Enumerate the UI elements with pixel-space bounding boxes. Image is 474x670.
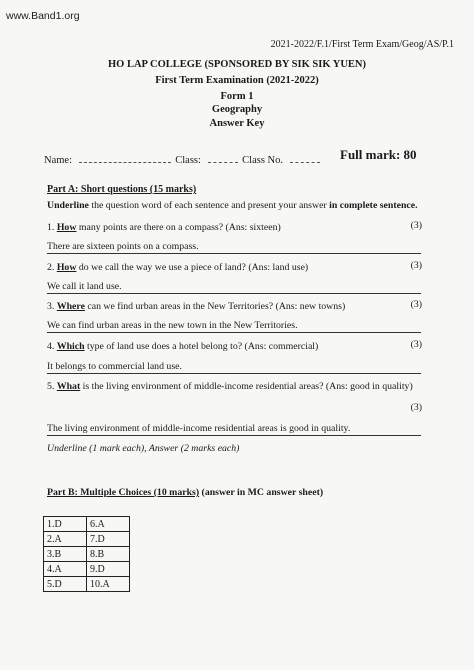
answer-5: The living environment of middle-income residential areas is good in quality. xyxy=(47,423,421,436)
mc-answer-cell: 6.A xyxy=(87,517,130,532)
question-3-marks: (3) xyxy=(410,299,422,310)
mc-answer-cell: 7.D xyxy=(87,532,130,547)
part-a-instruction xyxy=(47,200,418,211)
exam-title: First Term Examination (2021-2022) xyxy=(155,75,319,86)
class-label: Class: xyxy=(175,155,201,166)
answer-1: There are sixteen points on a compass. xyxy=(47,241,421,254)
instruction-underline-word: Underline xyxy=(47,200,89,211)
answer-4: It belongs to commercial land use. xyxy=(47,361,421,374)
mc-answer-cell: 3.B xyxy=(44,547,87,562)
table-row xyxy=(44,532,130,547)
question-1-marks: (3) xyxy=(410,220,422,231)
question-1: 1. How many points are there on a compass? (Ans: sixteen) xyxy=(47,222,281,233)
mc-answer-cell: 1.D xyxy=(44,517,87,532)
part-a-title: Part A: Short questions (15 marks) xyxy=(47,184,197,195)
full-mark: Full mark: 80 xyxy=(340,147,417,162)
question-2-marks: (3) xyxy=(410,260,422,271)
mc-answer-cell: 10.A xyxy=(87,577,130,592)
question-3: 3. Where can we find urban areas in the New Territories? (Ans: new towns) xyxy=(47,301,346,312)
mc-answer-table xyxy=(43,516,130,592)
marking-note: Underline (1 mark each), Answer (2 marks each) xyxy=(47,443,240,454)
question-5: 5. What is the living environment of middle-income residential areas? (Ans: good in quality) xyxy=(47,381,413,392)
question-2: 2. How do we call the way we use a piece of land? (Ans: land use) xyxy=(47,262,309,273)
question-word: Which xyxy=(56,341,85,352)
question-word: How xyxy=(56,262,77,273)
site-watermark: www.Band1.org xyxy=(6,10,80,22)
question-word: Where xyxy=(56,301,85,312)
class-field[interactable] xyxy=(208,153,238,163)
form-level: Form 1 xyxy=(220,91,254,102)
instruction-complete-sentence: in complete sentence. xyxy=(329,200,418,211)
mc-answer-cell: 2.A xyxy=(44,532,87,547)
document-reference: 2021-2022/F.1/First Term Exam/Geog/AS/P.1 xyxy=(270,39,454,50)
part-b-title: Part B: Multiple Choices (10 marks) (answer in MC answer sheet) xyxy=(47,487,324,498)
question-5-marks: (3) xyxy=(410,402,422,413)
table-row xyxy=(44,547,130,562)
table-row xyxy=(44,517,130,532)
class-no-label: Class No. xyxy=(242,155,284,166)
table-row xyxy=(44,577,130,592)
student-info-row xyxy=(44,153,320,166)
instruction-middle: the question word of each sentence and present your answer xyxy=(88,200,330,211)
class-no-field[interactable] xyxy=(290,153,320,163)
school-name: HO LAP COLLEGE (SPONSORED BY SIK SIK YUEN) xyxy=(108,59,366,70)
question-word: How xyxy=(56,222,77,233)
mc-answer-cell: 8.B xyxy=(87,547,130,562)
mc-answer-cell: 4.A xyxy=(44,562,87,577)
question-4-marks: (3) xyxy=(410,339,422,350)
question-4: 4. Which type of land use does a hotel belong to? (Ans: commercial) xyxy=(47,341,319,352)
subject-title: Geography xyxy=(211,104,263,115)
question-word: What xyxy=(56,381,81,392)
table-row xyxy=(44,562,130,577)
mc-answer-cell: 5.D xyxy=(44,577,87,592)
name-label: Name: xyxy=(44,155,72,166)
name-field[interactable] xyxy=(79,153,171,163)
mc-answer-cell: 9.D xyxy=(87,562,130,577)
answer-3: We can find urban areas in the new town in the New Territories. xyxy=(47,320,421,333)
answer-2: We call it land use. xyxy=(47,281,421,294)
answer-key-title: Answer Key xyxy=(209,118,265,129)
